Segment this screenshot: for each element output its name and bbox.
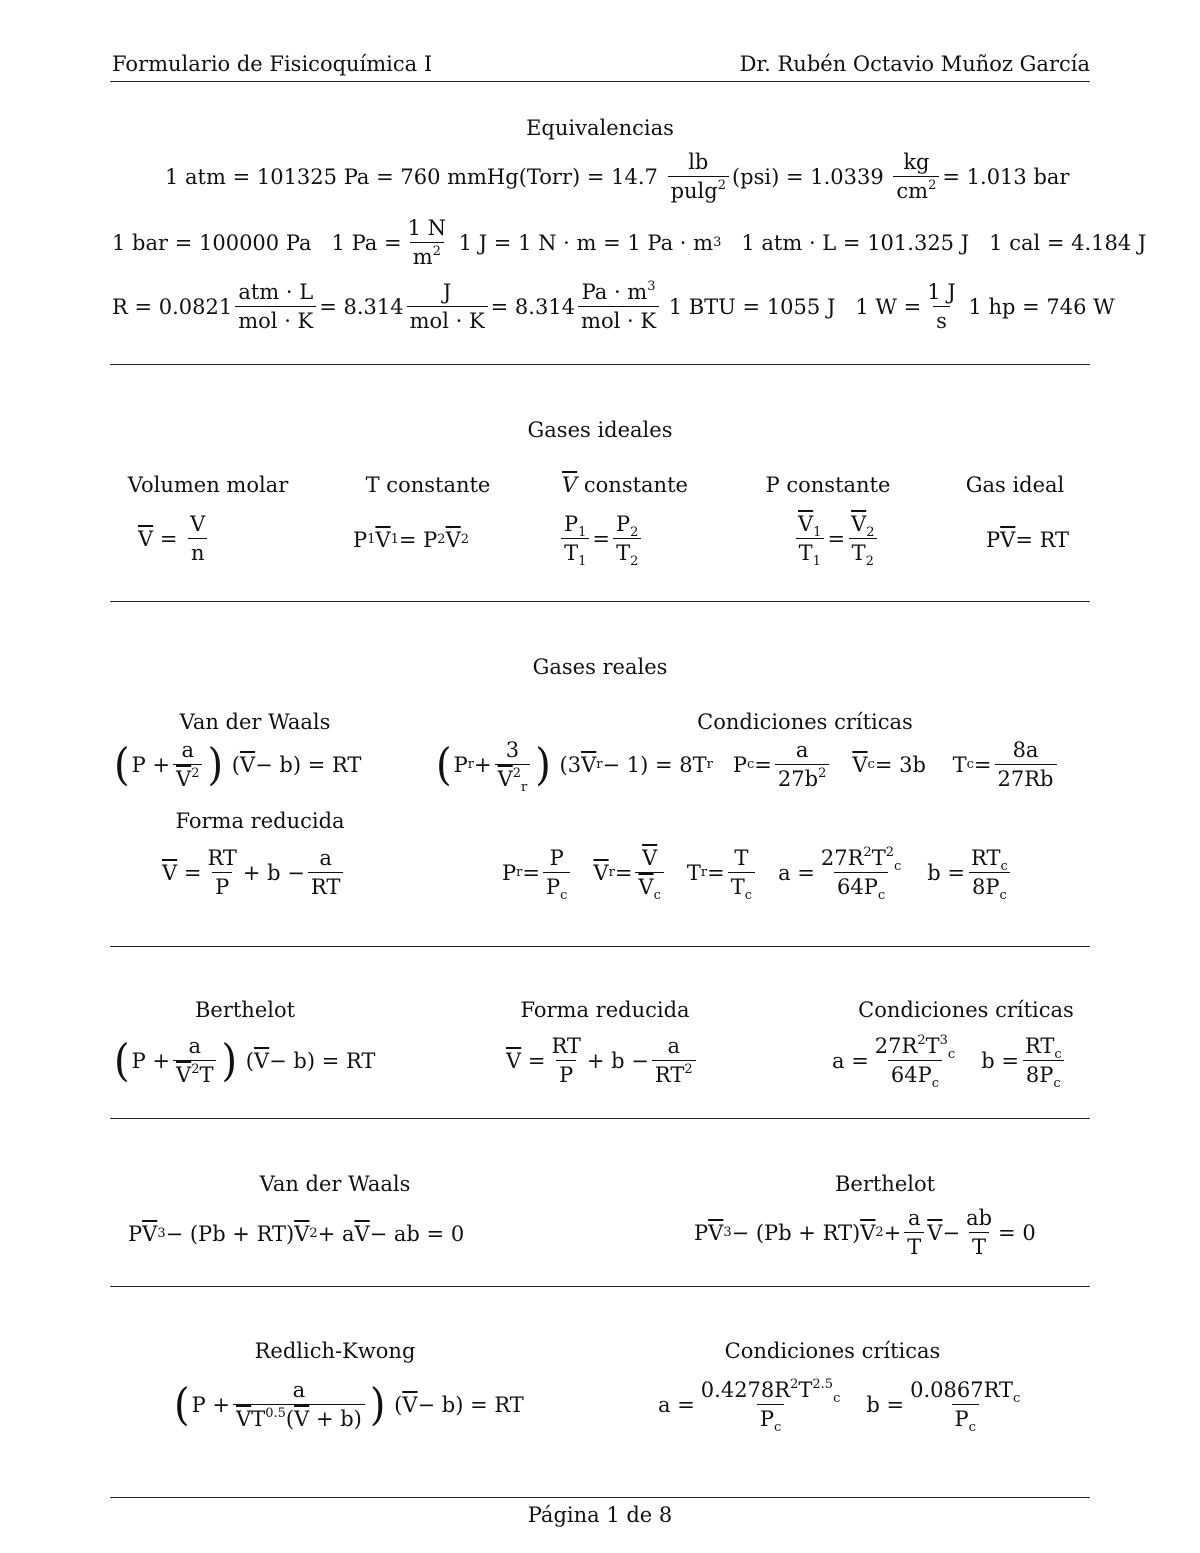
label-p-constante: P constante xyxy=(765,473,891,497)
equation-berthelot: ( P + a $\overline{V}^2T$ ) ( $\overline{V}$ − b) = RT xyxy=(114,1034,376,1088)
label-v-constante: $\overline{V}$ constante xyxy=(562,473,688,497)
section-title-gases-ideales: Gases ideales xyxy=(527,418,673,442)
equation-charles: $\overline{V}_1$ $T_1$ = $\overline{V}_2$ $T_2$ xyxy=(792,512,881,565)
equation-redlich-kwong: ( P + a $\overline{V}T^{0.5}(\overline{V} + b)$ ) ( $\overline{V}$ − b) = RT xyxy=(174,1378,524,1432)
equation-boyle: P 1 $\overline{V}$ 1 = P 2 $\overline{V}$ 2 xyxy=(353,528,470,552)
footer-rule xyxy=(110,1497,1090,1498)
label-t-constante: T constante xyxy=(365,473,491,497)
equation-redlich-kwong-critical: a = $0.4278R^2T^{2.5}_c$ $P_c$ b = $0.0867RT_c$ $P_c$ xyxy=(658,1377,1021,1436)
label-forma-reducida: Forma reducida xyxy=(175,809,345,833)
header-rule xyxy=(110,81,1090,82)
label-condiciones-criticas-rk: Condiciones críticas xyxy=(724,1339,941,1363)
header-left: Formulario de Fisicoquímica I xyxy=(112,52,433,76)
equation-gas-constant: R = 0.0821 atm · L mol · K = 8.314 J mol · K = 8.314 $Pa \cdot m^3$ mol · K 1 BTU = 1055 J 1 W = 1 J s 1 hp = 746 W xyxy=(112,279,1115,334)
page-number: Página 1 de 8 xyxy=(527,1503,673,1527)
equation-berthelot-critical: a = $27R^2T^3_c$ $64P_c$ b = $RT_c$ $8P_c$ xyxy=(832,1034,1068,1087)
section-divider xyxy=(110,364,1090,365)
label-forma-reducida-berthelot: Forma reducida xyxy=(520,998,690,1022)
section-title-equivalencias: Equivalencias xyxy=(526,116,674,140)
label-berthelot: Berthelot xyxy=(194,998,296,1022)
label-volumen-molar: Volumen molar xyxy=(127,473,289,497)
section-divider xyxy=(110,946,1090,947)
equation-vdw-volume-form: $\overline{V}$ = RT P + b − a RT xyxy=(162,846,346,899)
label-condiciones-criticas-berthelot: Condiciones críticas xyxy=(858,998,1074,1022)
equation-vdw-cubic: P $\overline{V}$ 3 − (Pb + RT) $\overline{V}$ 2 + a $\overline{V}$ − ab = 0 xyxy=(128,1222,465,1246)
equation-berthelot-cubic: P $\overline{V}$ 3 − (Pb + RT) $\overline{V}$ 2 + a T $\overline{V}$ − ab T = 0 xyxy=(694,1206,1036,1260)
section-divider xyxy=(110,1118,1090,1119)
label-v-constante-text: constante xyxy=(583,473,688,497)
label-gas-ideal: Gas ideal xyxy=(965,473,1065,497)
equation-molar-volume: $\overline{V}$ = V n xyxy=(138,512,211,565)
label-condiciones-criticas: Condiciones críticas xyxy=(697,710,913,734)
equation-vdw-reduced-critical: ( P r + 3 $\overline{V}^2_r$ ) (3 $\overline{V}$ r − 1) = 8T r P c = a $27b^2$ $\overline{V}$ c = 3b T c = 8a 27Rb xyxy=(434,738,1060,791)
label-van-der-waals: Van der Waals xyxy=(179,710,331,734)
equation-unit-equivalences: 1 bar = 100000 Pa 1 Pa = 1 N $m^2$ 1 J = 1 N · m = 1 Pa · m 3 1 atm · L = 101.325 J 1 cal = 4.184 J xyxy=(112,216,1147,270)
section-divider xyxy=(110,601,1090,602)
equation-gay-lussac: $P_1$ $T_1$ = $P_2$ $T_2$ xyxy=(558,512,644,565)
section-divider xyxy=(110,1286,1090,1287)
equation-berthelot-volume-form: $\overline{V}$ = RT P + b − a $RT^2$ xyxy=(506,1034,699,1087)
equation-ideal-gas: P $\overline{V}$ = RT xyxy=(986,528,1070,552)
equation-van-der-waals: ( P + a $\overline{V}^2$ ) ( $\overline{V}$ − b) = RT xyxy=(114,738,362,792)
label-redlich-kwong: Redlich-Kwong xyxy=(254,1339,416,1363)
label-van-der-waals-cubic: Van der Waals xyxy=(259,1172,411,1196)
label-berthelot-cubic: Berthelot xyxy=(834,1172,936,1196)
equation-reduced-variables: P r = P $P_c$ $\overline{V}$ r = $\overline{V}$ $\overline{V}_c$ T r = T $T_c$ a = $27R^2T^2_c$ $64P_c$ b = $RT_c$ $8P_c$ xyxy=(502,846,1014,899)
header-right: Dr. Rubén Octavio Muñoz García xyxy=(739,52,1090,76)
section-title-gases-reales: Gases reales xyxy=(532,655,668,679)
equation-pressure-equivalences: 1 atm = 101325 Pa = 760 mmHg(Torr) = 14.7 lb pulg$^2$ (psi) = 1.0339 kg $cm^2$ = 1.013 bar xyxy=(165,150,1070,204)
